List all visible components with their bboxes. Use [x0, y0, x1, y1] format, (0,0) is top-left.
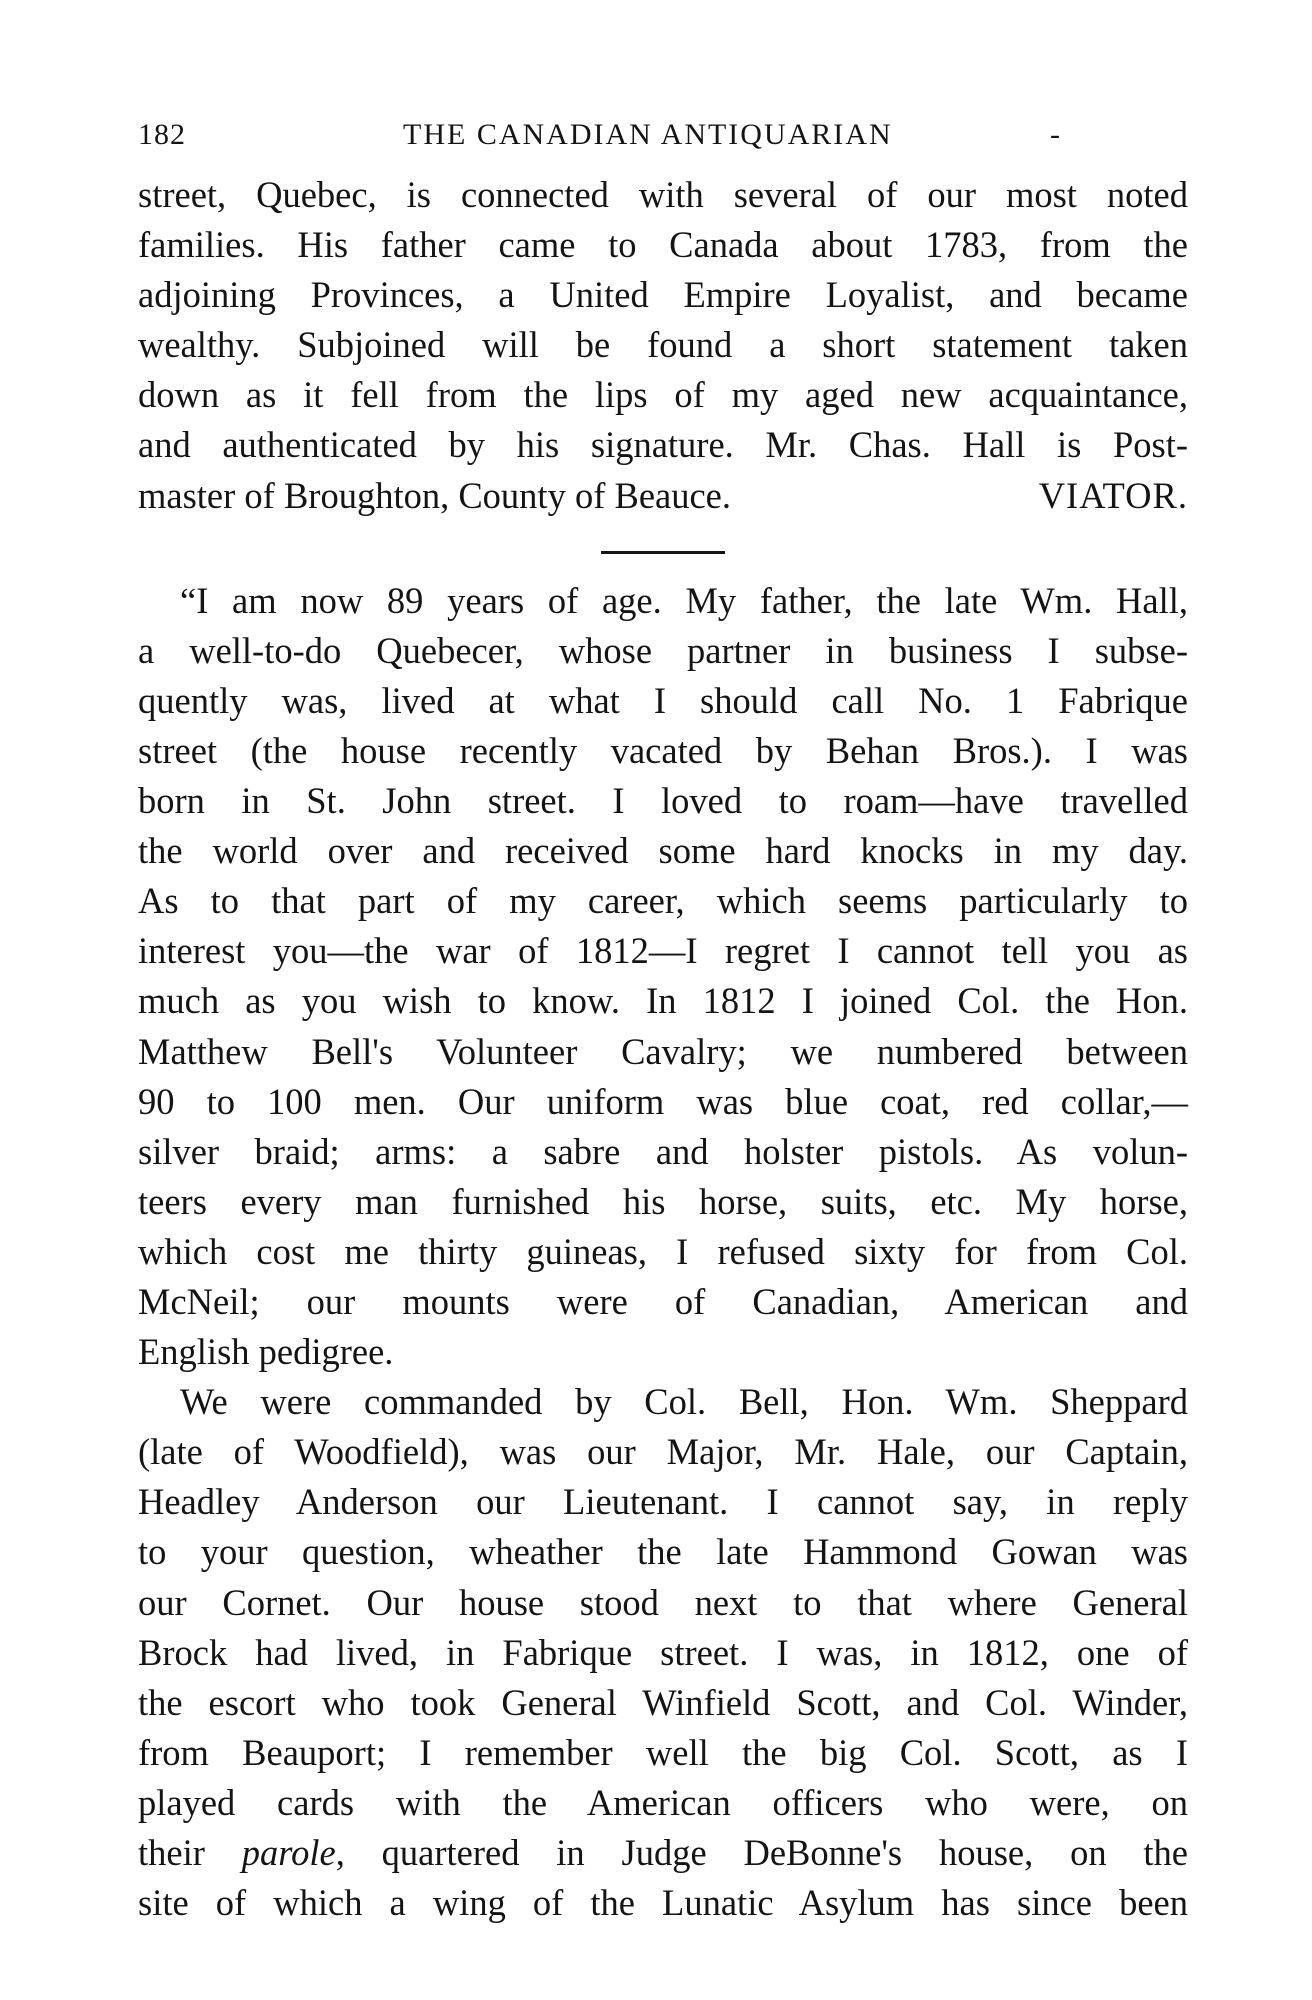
text-line: from Beauport; I remember well the big Col. Scott, as I	[138, 1731, 1188, 1773]
text-line: much as you wish to know. In 1812 I joined Col. the Hon.	[138, 980, 1188, 1022]
text-line: site of which a wing of the Lunatic Asylum has since been	[138, 1882, 1188, 1924]
quoted-statement	[138, 576, 1188, 1378]
text-line: the escort who took General Winfield Scott, and Col. Winder,	[138, 1681, 1188, 1723]
text-line: We were commanded by Col. Bell, Hon. Wm. Sheppard	[180, 1381, 1188, 1423]
text-line: down as it fell from the lips of my aged new acquaintance,	[138, 374, 1188, 416]
running-header	[138, 118, 1188, 158]
text-line: wealthy. Subjoined will be found a short statement taken	[138, 324, 1188, 366]
text-line: to your question, wheather the late Hammond Gowan was	[138, 1531, 1188, 1573]
text-line: played cards with the American officers who were, on	[138, 1781, 1188, 1823]
text-line: families. His father came to Canada about 1783, from the	[138, 224, 1188, 266]
text-line: teers every man furnished his horse, suits, etc. My horse,	[138, 1180, 1188, 1222]
page-number: 182	[138, 118, 186, 151]
text-line: “I am now 89 years of age. My father, the late Wm. Hall,	[180, 579, 1188, 621]
text-line: (late of Woodfield), was our Major, Mr. Hale, our Captain,	[138, 1431, 1188, 1473]
second-paragraph	[138, 1377, 1188, 1928]
author-signoff: VIATOR.	[1038, 474, 1188, 516]
text-line: our Cornet. Our house stood next to that where General	[138, 1581, 1188, 1623]
text-line: McNeil; our mounts were of Canadian, American and	[138, 1280, 1188, 1322]
text-line: quently was, lived at what I should call No. 1 Fabrique	[138, 679, 1188, 721]
text-line: adjoining Provinces, a United Empire Loyalist, and became	[138, 274, 1188, 316]
text-line: born in St. John street. I loved to roam—have travelled	[138, 780, 1188, 822]
text-line: street, Quebec, is connected with several of our most noted	[138, 174, 1188, 215]
text-line: street (the house recently vacated by Behan Bros.). I was	[138, 729, 1188, 771]
text-line	[138, 471, 1188, 521]
page-body	[138, 170, 1188, 1928]
running-title: THE CANADIAN ANTIQUARIAN	[403, 118, 893, 151]
text-line-with-italic	[138, 1828, 1188, 1878]
section-divider	[601, 551, 725, 554]
intro-paragraph	[138, 170, 1188, 521]
text-line: which cost me thirty guineas, I refused sixty for from Col.	[138, 1230, 1188, 1272]
text-line: English pedigree.	[138, 1331, 394, 1373]
text-line: Headley Anderson our Lieutenant. I cannot say, in reply	[138, 1481, 1188, 1523]
text-fragment: , quartered in Judge DeBonne's house, on the	[335, 1832, 1189, 1873]
text-line: a well-to-do Quebecer, whose partner in business I subse-	[138, 629, 1188, 671]
italic-word: parole	[241, 1832, 336, 1873]
text-line: As to that part of my career, which seems particularly to	[138, 880, 1188, 922]
text-line: interest you—the war of 1812—I regret I cannot tell you as	[138, 930, 1188, 972]
text-fragment: their	[138, 1832, 242, 1873]
text-line: 90 to 100 men. Our uniform was blue coat, red collar,—	[138, 1080, 1188, 1122]
text-line-content: master of Broughton, County of Beauce.	[138, 474, 732, 516]
text-line: and authenticated by his signature. Mr. Chas. Hall is Post-	[138, 424, 1188, 466]
text-line: the world over and received some hard knocks in my day.	[138, 830, 1188, 872]
text-line: Brock had lived, in Fabrique street. I was, in 1812, one of	[138, 1631, 1188, 1673]
header-mark: -	[1050, 118, 1061, 151]
text-line: Matthew Bell's Volunteer Cavalry; we numbered between	[138, 1030, 1188, 1072]
text-line: silver braid; arms: a sabre and holster pistols. As volun-	[138, 1130, 1188, 1172]
